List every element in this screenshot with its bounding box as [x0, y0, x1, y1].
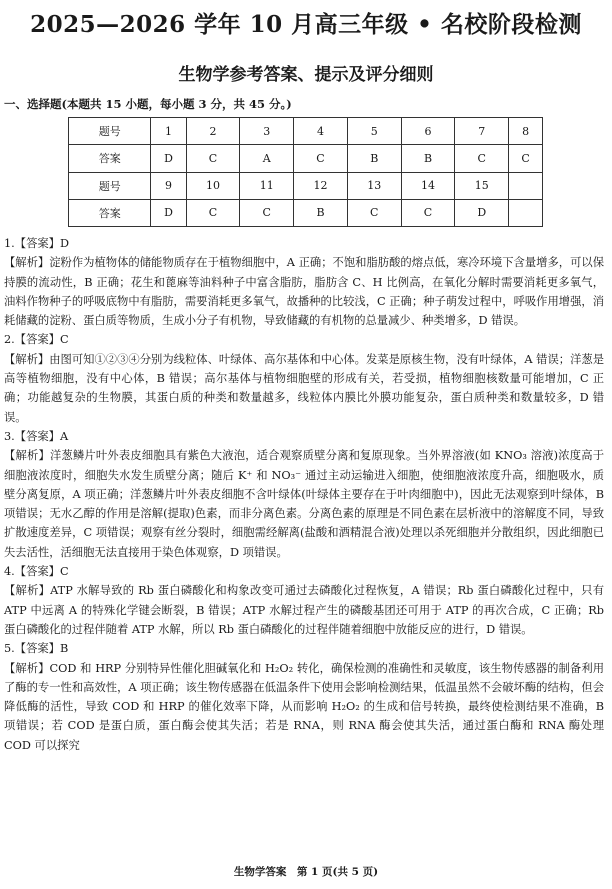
page-footer: 生物学答案 第 1 页(共 5 页) [233, 866, 379, 878]
table-cell: 4 [294, 118, 348, 145]
table-cell: 12 [294, 172, 348, 199]
table-cell: 1 [151, 118, 186, 145]
answer-3: 3.【答案】A [4, 429, 69, 443]
table-cell: 题号 [69, 118, 151, 145]
table-cell: C [186, 199, 240, 226]
table-cell: 3 [240, 118, 294, 145]
table-cell: C [455, 145, 509, 172]
answer-4: 4.【答案】C [4, 565, 69, 579]
table-cell: 9 [151, 172, 186, 199]
table-cell: B [347, 145, 401, 172]
table-cell: C [509, 145, 543, 172]
table-cell: 答案 [69, 145, 151, 172]
table-cell: 5 [347, 118, 401, 145]
table-cell: A [240, 145, 294, 172]
table-cell: 7 [455, 118, 509, 145]
answer-2: 2.【答案】C [4, 333, 69, 347]
table-row [69, 172, 543, 199]
answer-table [68, 117, 543, 227]
page-title: 2025—2026 学年 10 月高三年级 • 名校阶段检测 [30, 11, 582, 38]
analysis-3: 【解析】洋葱鳞片叶外表皮细胞具有紫色大液泡，适合观察质壁分离和复原现象。当外界溶液(如 KNO₃ 溶液)浓度高于细胞液浓度时，细胞失水发生质壁分离；随后 K⁺ 和 NO₃⁻ 通过主动运输进入细胞，使细胞液浓度升高，细胞吸水，质壁分离复原，A 项正确；洋葱鳞片叶外表皮细胞不含叶绿体(叶绿体主要存在于叶肉细胞中)，因此无法观察到叶绿体，B 项错误；无水乙醇的作用是溶解(提取)色素，而非分离色素。分离色素的原理是不同色素在层析液中的溶解度不同，导致扩散速度差异，C 项错误；观察有丝分裂时，细胞需经解离(盐酸和酒精混合液)处理以杀死细胞并分散组织，因此细胞已失去活性，活细胞无法直接用于染色体观察，D 项错误。 [4, 449, 604, 559]
table-cell: 15 [455, 172, 509, 199]
table-cell: C [401, 199, 455, 226]
table-cell: D [455, 199, 509, 226]
analysis-1: 【解析】淀粉作为植物体的储能物质存在于植物细胞中，A 正确；不饱和脂肪酸的熔点低，寒冷环境下含量增多，可以保持膜的流动性，B 正确；花生和蓖麻等油料种子中富含脂肪，脂肪含 C、H 比例高，在氧化分解时需要消耗更多氧气，油料作物种子的呼吸底物中有脂肪，需要消耗更多氧气，故播种的比较浅，C 正确；种子萌发过程中，呼吸作用增强，消耗储藏的淀粉、蛋白质等物质，生成小分子有机物，导致储藏的有机物的总量减少、种类增多，D 错误。 [4, 256, 604, 328]
table-cell: C [347, 199, 401, 226]
table-cell: 13 [347, 172, 401, 199]
table-cell: 题号 [69, 172, 151, 199]
analysis-2: 【解析】由图可知①②③④分别为线粒体、叶绿体、高尔基体和中心体。发菜是原核生物，没有叶绿体，A 错误；洋葱是高等植物细胞，没有中心体，B 错误；高尔基体与植物细胞壁的形成有关，若受损，植物细胞核数量可能增加，C 正确；功能越复杂的生物膜，其蛋白质的种类和数量越多，线粒体内膜比外膜功能复杂，蛋白质种类和数量较多，D 错误。 [4, 352, 604, 424]
answer-explanations [4, 234, 604, 755]
answer-1: 1.【答案】D [4, 237, 70, 250]
table-cell: B [294, 199, 348, 226]
table-cell [509, 199, 543, 226]
section-heading: 一、选择题(本题共 15 小题，每小题 3 分，共 45 分。) [4, 97, 292, 111]
table-row [69, 145, 543, 172]
table-cell: D [151, 199, 186, 226]
page-subtitle: 生物学参考答案、提示及评分细则 [178, 65, 434, 85]
table-cell: 8 [509, 118, 543, 145]
table-row [69, 118, 543, 145]
analysis-5: 【解析】COD 和 HRP 分别特异性催化胆碱氧化和 H₂O₂ 转化，确保检测的准确性和灵敏度，该生物传感器的制备利用了酶的专一性和高效性，A 项正确；该生物传感器在低温条件下使用会影响检测结果，低温虽然不会破坏酶的结构，但会降低酶的活性，导致 COD 和 HRP 的催化效率下降，从而影响 H₂O₂ 的生成和信号转换，最终使检测结果不准确，B 项错误；若 COD 是蛋白质，蛋白酶会使其失活；若是 RNA，则 RNA 酶会使其失活，通过蛋白酶和 RNA 酶处理 COD 可以探究 [4, 661, 604, 752]
table-cell: C [240, 199, 294, 226]
table-cell: C [294, 145, 348, 172]
answer-5: 5.【答案】B [4, 642, 69, 656]
table-cell [509, 172, 543, 199]
table-cell: 2 [186, 118, 240, 145]
table-cell: 答案 [69, 199, 151, 226]
table-cell: D [151, 145, 186, 172]
table-cell: 10 [186, 172, 240, 199]
analysis-4: 【解析】ATP 水解导致的 Rb 蛋白磷酸化和构象改变可通过去磷酸化过程恢复，A 错误；Rb 蛋白磷酸化过程中，只有 ATP 中远离 A 的特殊化学键会断裂，B 错误；ATP 水解过程产生的磷酸基团还可用于 ATP 的再次合成，C 正确；Rb 蛋白磷酸化的过程伴随着 ATP 水解，所以 Rb 蛋白磷酸化的过程伴随着细胞中放能反应的进行，D 错误。 [4, 584, 604, 636]
table-cell: 6 [401, 118, 455, 145]
table-cell: B [401, 145, 455, 172]
table-cell: 11 [240, 172, 294, 199]
table-row [69, 199, 543, 226]
table-cell: C [186, 145, 240, 172]
table-cell: 14 [401, 172, 455, 199]
